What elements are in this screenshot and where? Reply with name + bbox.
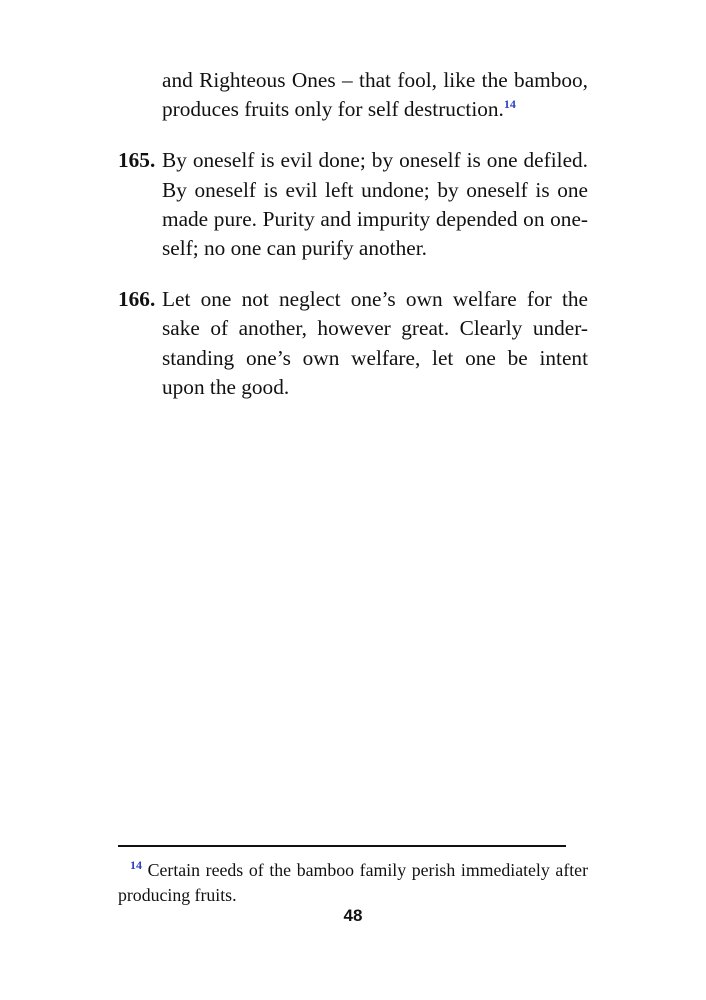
verse-text: Let one not neglect one’s own welfare for the sake of another, however great. Clearly under-standing one’s own welfare, let one be intent upon the good.	[162, 287, 588, 400]
verse-continuation	[118, 66, 588, 125]
footnote	[118, 858, 588, 908]
page-number: 48	[343, 906, 363, 925]
footnote-reference[interactable]: 14	[503, 97, 516, 112]
footnote-separator	[118, 845, 566, 847]
verse-list	[118, 66, 588, 409]
verse-text: and Righteous Ones – that fool, like the bamboo, produces fruits only for self destruction.	[162, 68, 588, 122]
footnote-text: Certain reeds of the bamboo family perish immediately after producing fruits.	[118, 860, 588, 905]
verse-165	[118, 146, 588, 264]
verse-text: By oneself is evil done; by oneself is one defiled. By oneself is evil left undone; by oneself is one made pure. Purity and impurity depended on one-self; no one can purify another.	[162, 148, 588, 261]
verse-number: 165.	[118, 148, 156, 173]
footnote-marker: 14	[130, 858, 142, 873]
verse-number: 166.	[118, 287, 156, 312]
verse-166	[118, 285, 588, 403]
